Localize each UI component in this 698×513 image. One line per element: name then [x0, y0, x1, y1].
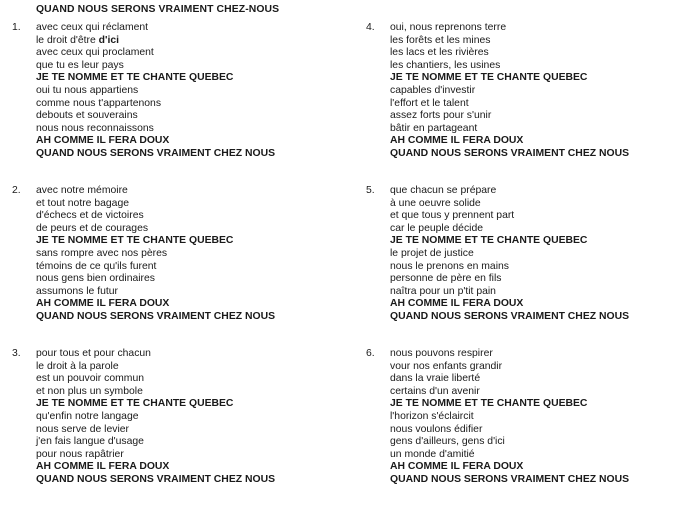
line-text: car le peuple décide	[390, 222, 484, 234]
line-text: oui, nous reprenons terre	[390, 22, 507, 33]
line-text: pour nous rapâtrier	[36, 448, 124, 460]
verse-number: 6.	[366, 348, 375, 359]
line-text: à une oeuvre solide	[390, 197, 481, 209]
line-text: le projet de justice	[390, 247, 474, 259]
lyric-line	[390, 123, 694, 136]
lyric-line	[36, 198, 342, 211]
verse-number: 1.	[12, 22, 21, 33]
line-text: sans rompre avec nos pères	[36, 247, 168, 259]
lyric-line	[390, 361, 694, 374]
refrain-line	[36, 235, 342, 248]
page-header: QUAND NOUS SERONS VRAIMENT CHEZ-NOUS	[36, 4, 280, 15]
lyric-line	[36, 411, 342, 424]
refrain-line	[36, 398, 342, 411]
lyric-line	[390, 185, 694, 198]
lyric-line	[36, 98, 342, 111]
lyric-line	[36, 185, 342, 198]
lyric-line	[390, 386, 694, 399]
verse-number: 5.	[366, 185, 375, 196]
line-text: nous pouvons respirer	[390, 348, 493, 359]
line-text: QUAND NOUS SERONS VRAIMENT CHEZ NOUS	[36, 310, 275, 322]
line-text: nous gens bien ordinaires	[36, 273, 155, 285]
line-text: JE TE NOMME ET TE CHANTE QUEBEC	[36, 398, 234, 410]
refrain-line	[390, 135, 694, 148]
refrain-line	[390, 461, 694, 474]
lyric-line	[36, 110, 342, 123]
verse-number: 2.	[12, 185, 21, 196]
lyric-line	[390, 261, 694, 274]
lyric-line	[36, 60, 342, 73]
line-text: les lacs et les rivières	[390, 47, 489, 59]
lyric-line	[36, 361, 342, 374]
refrain-line	[36, 72, 342, 85]
line-text: oui tu nous appartiens	[36, 84, 139, 96]
line-text: avec ceux qui proclament	[36, 47, 154, 59]
line-text: JE TE NOMME ET TE CHANTE QUEBEC	[390, 72, 588, 84]
left-column	[12, 22, 342, 511]
lyric-line	[390, 35, 694, 48]
line-text: JE TE NOMME ET TE CHANTE QUEBEC	[36, 72, 234, 84]
lyric-line	[390, 273, 694, 286]
verse	[12, 22, 342, 185]
line-text: JE TE NOMME ET TE CHANTE QUEBEC	[36, 235, 234, 247]
line-text: AH COMME IL FERA DOUX	[390, 135, 524, 147]
line-text: et non plus un symbole	[36, 385, 143, 397]
line-text: QUAND NOUS SERONS VRAIMENT CHEZ NOUS	[36, 473, 275, 485]
line-text: le droit d'être	[36, 34, 99, 46]
lyric-line	[36, 424, 342, 437]
line-text: avec ceux qui réclament	[36, 22, 149, 33]
lyric-line	[36, 85, 342, 98]
line-text: dans la vraie liberté	[390, 373, 481, 385]
line-text: que chacun se prépare	[390, 185, 497, 196]
line-text: certains d'un avenir	[390, 385, 480, 397]
lyric-line	[36, 261, 342, 274]
line-text: AH COMME IL FERA DOUX	[390, 298, 524, 310]
line-text: debouts et souverains	[36, 110, 138, 122]
lyric-line	[36, 436, 342, 449]
line-text: assumons le futur	[36, 285, 119, 297]
line-text: capables d'investir	[390, 84, 476, 96]
verse	[12, 348, 342, 511]
refrain-line	[390, 72, 694, 85]
refrain-line	[390, 398, 694, 411]
line-text: nous le prenons en mains	[390, 260, 509, 272]
line-text: témoins de ce qu'ils furent	[36, 260, 157, 272]
line-text: personne de père en fils	[390, 273, 502, 285]
refrain-line	[36, 461, 342, 474]
lyric-line	[390, 98, 694, 111]
lyric-line	[36, 210, 342, 223]
lyric-line	[36, 286, 342, 299]
line-text: AH COMME IL FERA DOUX	[390, 461, 524, 473]
line-text: le droit à la parole	[36, 360, 119, 372]
verse-number: 3.	[12, 348, 21, 359]
line-text: pour tous et pour chacun	[36, 348, 151, 359]
line-text: JE TE NOMME ET TE CHANTE QUEBEC	[390, 398, 588, 410]
lyric-line	[36, 373, 342, 386]
verse	[366, 185, 694, 348]
lyric-line	[390, 373, 694, 386]
refrain-line	[390, 235, 694, 248]
line-text: vour nos enfants grandir	[390, 360, 503, 372]
line-text: avec notre mémoire	[36, 185, 128, 196]
line-text: un monde d'amitié	[390, 448, 475, 460]
lyric-line	[390, 110, 694, 123]
lyric-line	[390, 198, 694, 211]
lyric-line	[36, 35, 342, 48]
lyric-line	[36, 449, 342, 462]
line-text: JE TE NOMME ET TE CHANTE QUEBEC	[390, 235, 588, 247]
line-text: et que tous y prennent part	[390, 210, 515, 222]
refrain-line	[36, 135, 342, 148]
line-text: QUAND NOUS SERONS VRAIMENT CHEZ NOUS	[390, 473, 629, 485]
verse	[366, 348, 694, 511]
lyric-line	[36, 123, 342, 136]
lyric-line	[390, 348, 694, 361]
line-text: naîtra pour un p'tit pain	[390, 285, 496, 297]
lyric-line	[36, 248, 342, 261]
line-text: nous serve de levier	[36, 423, 129, 435]
lyric-line	[36, 348, 342, 361]
refrain-line	[390, 311, 694, 324]
refrain-line	[390, 298, 694, 311]
line-text: d'échecs et de victoires	[36, 210, 144, 222]
line-text: et tout notre bagage	[36, 197, 130, 209]
line-text: que tu es leur pays	[36, 59, 124, 71]
verse	[366, 22, 694, 185]
lyric-line	[390, 286, 694, 299]
line-text: j'en fais langue d'usage	[36, 436, 144, 448]
line-text: les chantiers, les usines	[390, 59, 501, 71]
verse-number: 4.	[366, 22, 375, 33]
line-text: assez forts pour s'unir	[390, 110, 492, 122]
line-text: nous nous reconnaissons	[36, 122, 154, 134]
line-text: de peurs et de courages	[36, 222, 149, 234]
line-text: l'effort et le talent	[390, 97, 469, 109]
line-text: AH COMME IL FERA DOUX	[36, 135, 170, 147]
line-text: l'horizon s'éclaircit	[390, 410, 474, 422]
line-text: AH COMME IL FERA DOUX	[36, 298, 170, 310]
verse	[12, 185, 342, 348]
lyric-line	[390, 436, 694, 449]
refrain-line	[36, 311, 342, 324]
lyric-line	[36, 223, 342, 236]
right-column	[366, 22, 694, 511]
line-text: QUAND NOUS SERONS VRAIMENT CHEZ NOUS	[36, 147, 275, 159]
refrain-line	[36, 148, 342, 161]
lyric-line	[36, 386, 342, 399]
line-text: QUAND NOUS SERONS VRAIMENT CHEZ NOUS	[390, 147, 629, 159]
lyric-line	[390, 449, 694, 462]
line-text: AH COMME IL FERA DOUX	[36, 461, 170, 473]
line-text: nous voulons édifier	[390, 423, 483, 435]
refrain-line	[36, 474, 342, 487]
refrain-line	[390, 148, 694, 161]
line-emphasis: d'ici	[98, 34, 120, 46]
lyric-line	[390, 22, 694, 35]
lyric-line	[390, 248, 694, 261]
line-text: gens d'ailleurs, gens d'ici	[390, 436, 505, 448]
lyric-line	[390, 210, 694, 223]
lyric-line	[390, 60, 694, 73]
line-text: qu'enfin notre langage	[36, 410, 139, 422]
line-text: est un pouvoir commun	[36, 373, 145, 385]
line-text: comme nous t'appartenons	[36, 97, 162, 109]
lyric-line	[36, 22, 342, 35]
line-text: bâtir en partageant	[390, 122, 478, 134]
lyric-line	[390, 223, 694, 236]
lyric-line	[390, 411, 694, 424]
lyric-line	[390, 85, 694, 98]
refrain-line	[36, 298, 342, 311]
refrain-line	[390, 474, 694, 487]
lyric-line	[390, 424, 694, 437]
lyric-line	[36, 47, 342, 60]
line-text: les forêts et les mines	[390, 34, 491, 46]
line-text: QUAND NOUS SERONS VRAIMENT CHEZ NOUS	[390, 310, 629, 322]
lyric-line	[36, 273, 342, 286]
lyric-line	[390, 47, 694, 60]
